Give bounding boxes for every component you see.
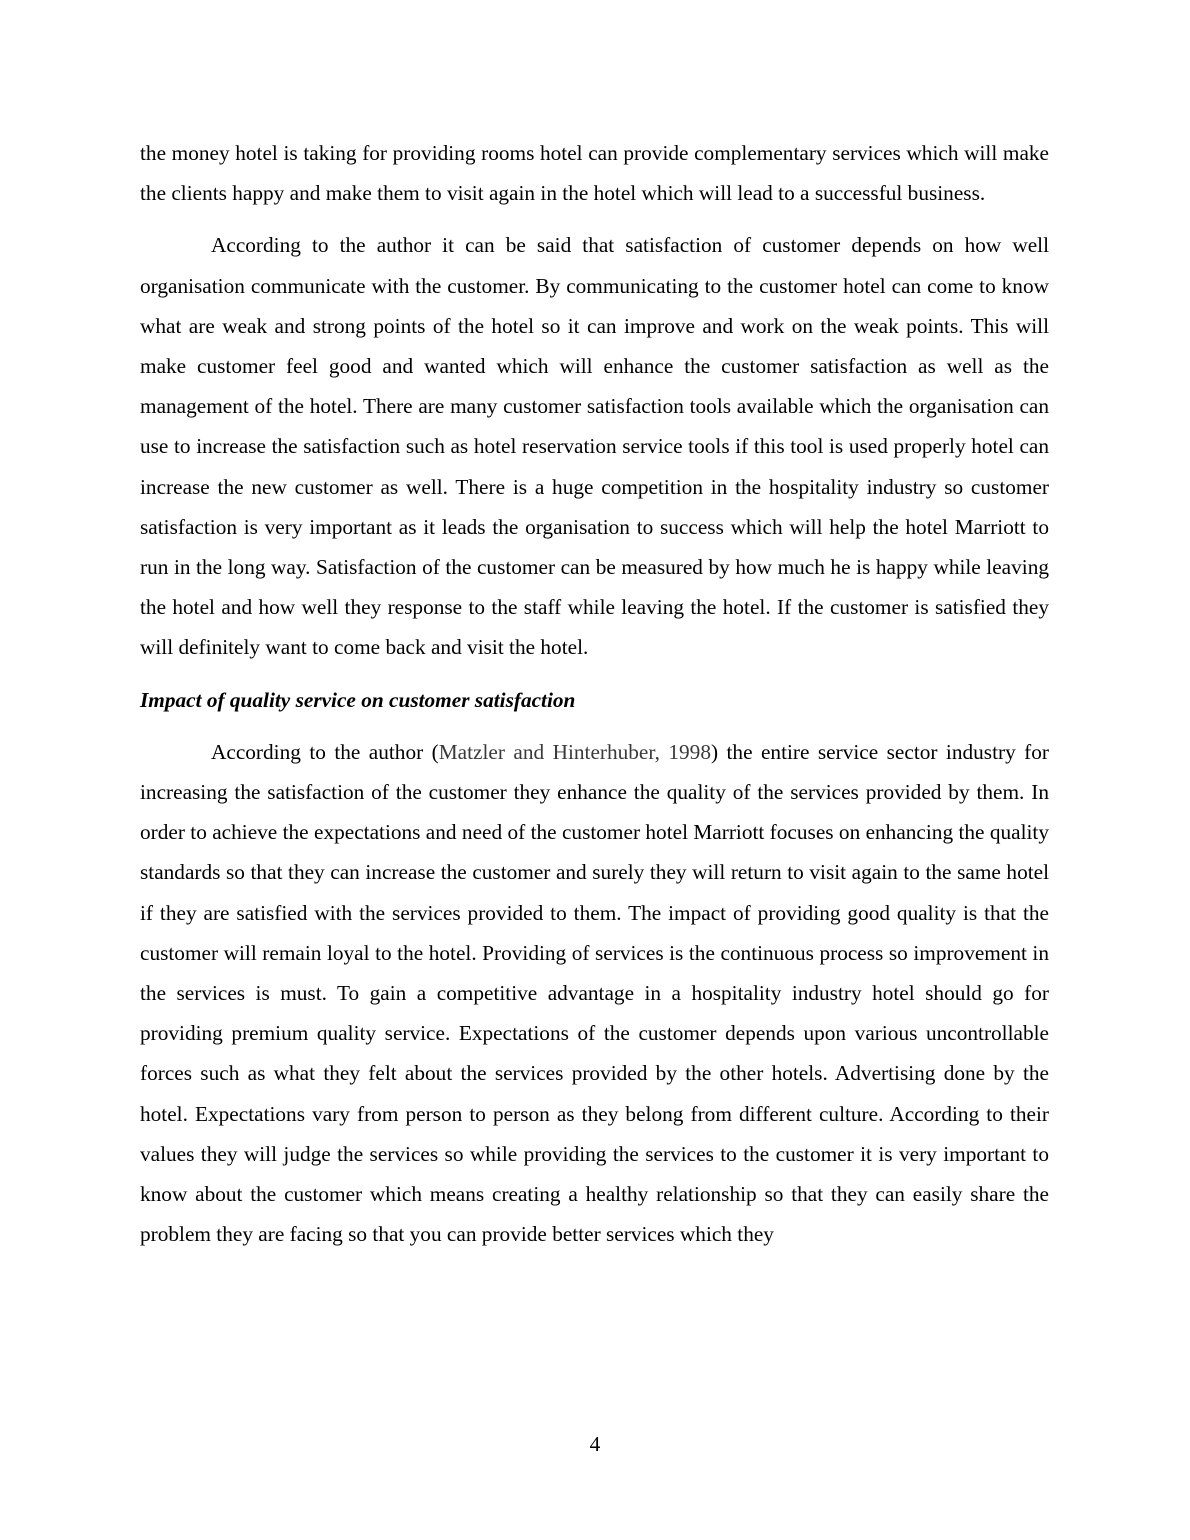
paragraph-quality-service [140, 732, 1049, 1255]
citation: Matzler and Hinterhuber, 1998 [438, 739, 711, 764]
paragraph-text-before-citation: According to the author ( [211, 739, 439, 764]
paragraph-text-after-citation: ) the entire service sector industry for increasing the satisfaction of the customer they enhance the quality of the services provided by them. In order to achieve the expectations and need of the customer hotel Marriott focuses on enhancing the quality standards so that they can increase the customer and surely they will return to visit again to the same hotel if they are satisfied with the services provided to them. The impact of providing good quality is that the customer will remain loyal to the hotel. Providing of services is the continuous process so improvement in the services is must. To gain a competitive advantage in a hospitality industry hotel should go for providing premium quality service. Expectations of the customer depends upon various uncontrollable forces such as what they felt about the services provided by the other hotels. Advertising done by the hotel. Expectations vary from person to person as they belong from different culture. According to their values they will judge the services so while providing the services to the customer it is very important to know about the customer which means creating a healthy relationship so that they can easily share the problem they are facing so that you can provide better services which they [140, 739, 1049, 1247]
section-heading: Impact of quality service on customer satisfaction [140, 687, 576, 712]
paragraph-customer-communication: According to the author it can be said that satisfaction of customer depends on how well organisation communicate with the customer. By communicating to the customer hotel can come to know what are weak and strong points of the hotel so it can improve and work on the weak points. This will make customer feel good and wanted which will enhance the customer satisfaction as well as the management of the hotel. There are many customer satisfaction tools available which the organisation can use to increase the satisfaction such as hotel reservation service tools if this tool is used properly hotel can increase the new customer as well. There is a huge competition in the hospitality industry so customer satisfaction is very important as it leads the organisation to success which will help the hotel Marriott to run in the long way. Satisfaction of the customer can be measured by how much he is happy while leaving the hotel and how well they response to the staff while leaving the hotel. If the customer is satisfied they will definitely want to come back and visit the hotel. [140, 233, 1049, 660]
document-page [140, 133, 1049, 1254]
paragraph-continuation: the money hotel is taking for providing rooms hotel can provide complementary services which will make the clients happy and make them to visit again in the hotel which will lead to a successful business. [140, 141, 1049, 206]
page-number: 4 [589, 1432, 601, 1456]
